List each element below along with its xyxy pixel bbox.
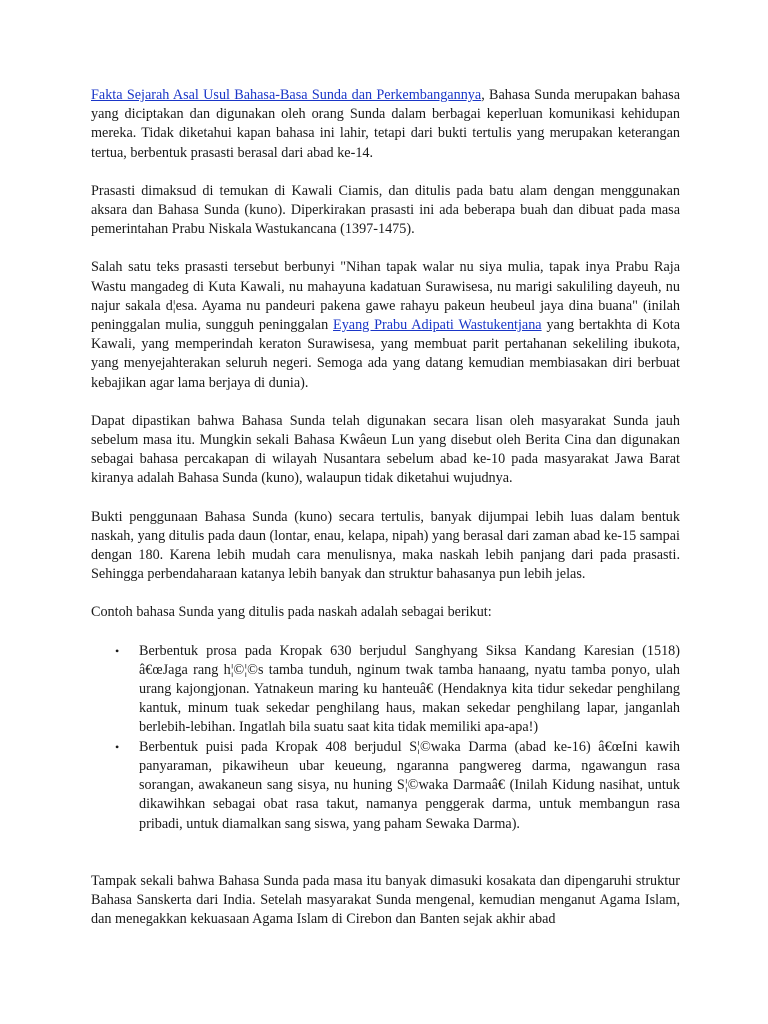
list-item <box>115 642 680 738</box>
article-title-link[interactable]: Fakta Sejarah Asal Usul Bahasa-Basa Sunda dan Perkembangannya <box>91 87 482 103</box>
paragraph-examples-intro-text: Contoh bahasa Sunda yang ditulis pada naskah adalah sebagai berikut: <box>91 604 492 621</box>
paragraph-written-evidence <box>91 508 680 585</box>
paragraph-inscription <box>91 258 680 392</box>
paragraph-oral-usage <box>91 412 680 489</box>
wastukentjana-link[interactable]: Eyang Prabu Adipati Wastukentjana <box>333 317 542 334</box>
bullet-icon: • <box>115 643 120 658</box>
list-item <box>115 738 680 834</box>
paragraph-oral-usage-text: Dapat dipastikan bahwa Bahasa Sunda telah digunakan secara lisan oleh masyarakat Sunda jauh sebelum masa itu. Mungkin sekali Bahasa Kwâeun Lun yang disebut oleh Berita Cina dan digunakan sebagai bahasa percakapan di wilayah Nusantara sebelum abad ke-10 pada masyarakat Jawa Barat kiranya adalah Bahasa Sunda (kuno), walaupun tidak diketahui wujudnya. <box>91 412 680 487</box>
paragraph-written-evidence-text: Bukti penggunaan Bahasa Sunda (kuno) secara tertulis, banyak dijumpai lebih luas dalam bentuk naskah, yang ditulis pada daun (lontar, enau, kelapa, nipah) yang berasal dari zaman abad ke-15 sampai dengan 180. Karena lebih mudah cara menulisnya, maka naskah lebih panjang dari pada prasasti. Sehingga perbendaharaan katanya lebih banyak dan struktur bahasanya pun lebih jelas. <box>91 508 680 583</box>
paragraph-sanskrit-influence <box>91 872 680 930</box>
bullet-icon: • <box>115 739 120 754</box>
list-item-text: Berbentuk puisi pada Kropak 408 berjudul S¦©waka Darma (abad ke-16) â€œIni kawih panyaraman, pikawiheun ubar keueung, ngaranna pangwereg darma, ngawangun rasa sorangan, awakaneun sang sisya, nu huning S¦©waka Darmaâ€ (Inilah Kidung nasihat, untuk dikawihkan sebagai obat rasa takut, namanya penggerak darma, untuk membangun rasa pribadi, untuk diamalkan sang siswa, yang paham Sewaka Darma). <box>139 738 680 832</box>
paragraph-sanskrit-influence-text: Tampak sekali bahwa Bahasa Sunda pada masa itu banyak dimasuki kosakata dan dipengaruhi struktur Bahasa Sanskerta dari India. Setelah masyarakat Sunda mengenal, kemudian menganut Agama Islam, dan menegakkan kekuasaan Agama Islam di Cirebon dan Banten sejak akhir abad <box>91 872 680 928</box>
paragraph-intro <box>91 86 680 163</box>
paragraph-intro-text: , Bahasa Sunda merupakan bahasa yang diciptakan dan digunakan oleh orang Sunda dalam berbagai keperluan komunikasi kehidupan mereka. Tidak diketahui kapan bahasa ini lahir, tetapi dari bukti tertulis yang merupakan keterangan tertua, berbentuk prasasti berasal dari abad ke-14. <box>91 87 680 161</box>
paragraph-prasasti-text: Prasasti dimaksud di temukan di Kawali Ciamis, dan ditulis pada batu alam dengan menggunakan aksara dan Bahasa Sunda (kuno). Diperkirakan prasasti ini ada beberapa buah dan dibuat pada masa pemerintahan Prabu Niskala Wastukancana (1397-1475). <box>91 182 680 238</box>
paragraph-inscription-text-before: Salah satu teks prasasti tersebut berbunyi "Nihan tapak walar nu siya mulia, tapak inya Prabu Raja Wastu mangadeg di Kuta Kawali, nu mahayuna kadatuan Surawisesa, nu marigi sakuliling dayeuh, nu najur sakala d¦esa. Ayama nu pandeuri pakena gawe rahayu pakeun heubeul jaya dina buana" (inilah peninggalan mulia, sungguh peninggalan <box>91 259 680 334</box>
paragraph-prasasti <box>91 182 680 240</box>
examples-list <box>91 642 680 834</box>
paragraph-inscription-text-after: yang bertakhta di Kota Kawali, yang memperindah keraton Surawisesa, yang membuat parit pertahanan sekeliling ibukota, yang menyejahterakan seluruh negeri. Semoga ada yang datang kemudian membiasakan diri berbuat kebajikan agar lama berjaya di dunia). <box>91 317 680 391</box>
spacer <box>91 853 680 872</box>
paragraph-examples-intro <box>91 603 680 622</box>
list-item-text: Berbentuk prosa pada Kropak 630 berjudul Sanghyang Siksa Kandang Karesian (1518) â€œJaga rang h¦©¦©s tamba tunduh, nginum twak tamba hanaang, nyatu tamba ponyo, ulah urang kajongjonan. Yatnakeun maring ku hanteuâ€ (Hendaknya kita tidur sekedar penghilang kantuk, minum tuak sekedar penghilang haus, makan sekedar penghilang lapar, janganlah berlebih-lebihan. Ingatlah bila suatu saat kita tidak memiliki apa-apa!) <box>139 642 680 736</box>
